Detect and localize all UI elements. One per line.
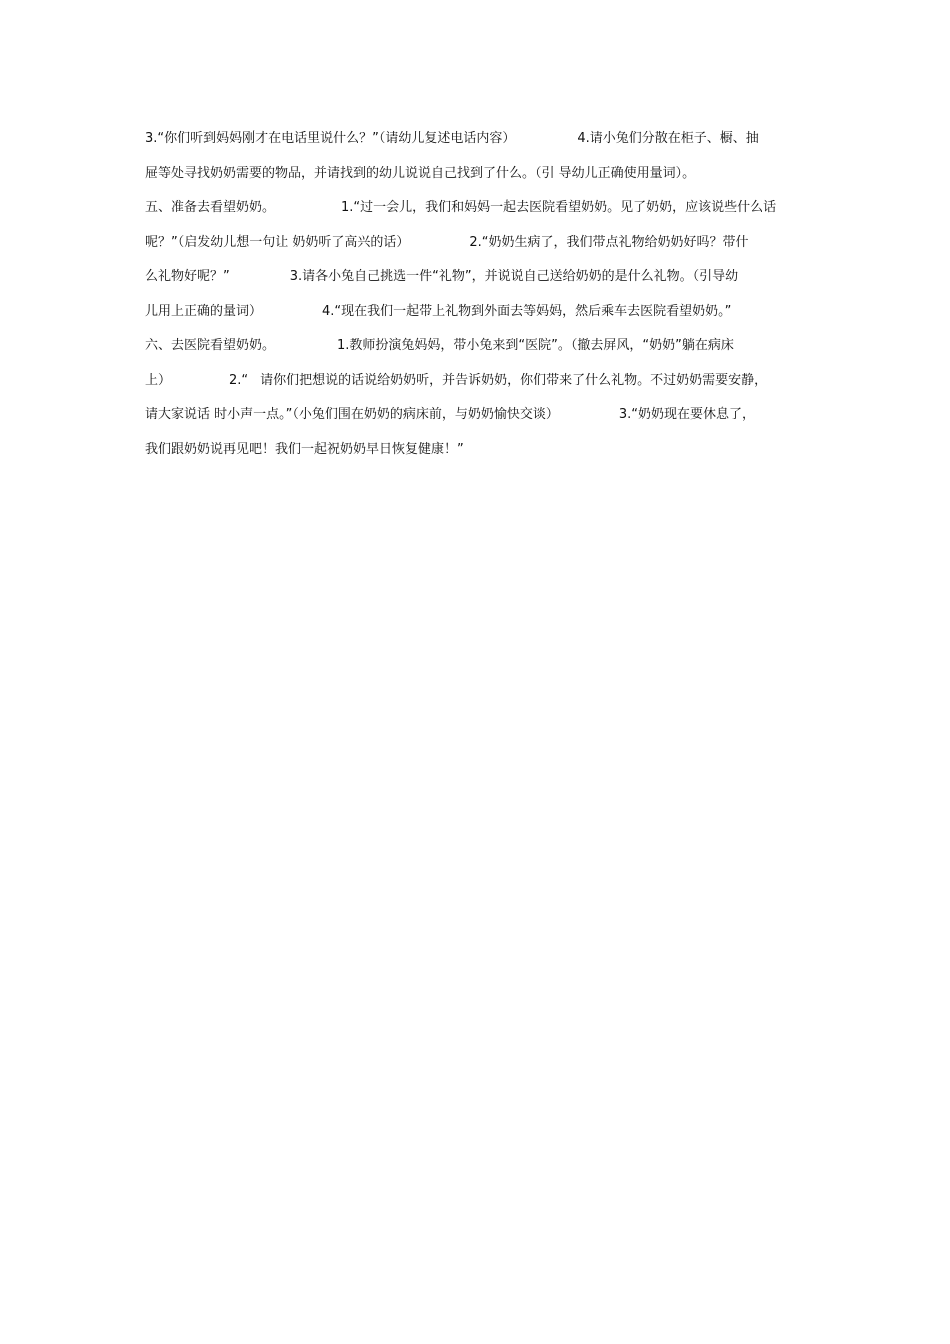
text-segment: 4.“现在我们一起带上礼物到外面去等妈妈，然后乘车去医院看望奶奶。” [322,303,732,319]
text-segment: 3.“奶奶现在要休息了， [618,407,756,422]
text-segment: 2.“奶奶生病了，我们带点礼物给奶奶好吗？带什 [469,234,749,250]
text-segment: 2.“ [229,372,249,388]
text-line [145,295,807,330]
text-segment: 1.教师扮演兔妈妈，带小兔来到“医院”。（撤去屏风，“奶奶”躺在病床 [337,338,734,353]
text-segment: 上） [145,372,172,388]
text-line [145,157,807,192]
text-segment: 呢？”（启发幼儿想一句让 奶奶听了高兴的话） [145,234,410,250]
text-line [145,122,807,157]
text-line [145,364,807,399]
text-segment: 儿用上正确的量词） [145,303,263,319]
text-segment: 请大家说话 时小声一点。”（小兔们围在奶奶的病床前，与奶奶愉快交谈） [145,407,559,422]
text-segment: 3.“你们听到妈妈刚才在电话里说什么？”（请幼儿复述电话内容） [145,131,516,146]
text-line [145,398,807,433]
text-line [145,260,807,295]
text-segment: 3.请各小兔自己挑选一件“礼物”，并说说自己送给奶奶的是什么礼物。（引导幼 [289,269,739,284]
text-segment: 我们跟奶奶说再见吧！我们一起祝奶奶早日恢复健康！” [145,441,464,457]
text-line [145,329,807,364]
text-line [145,191,807,226]
text-segment: 1.“过一会儿，我们和妈妈一起去医院看望奶奶。见了奶奶，应该说些什么话 [341,200,777,215]
text-segment: 屉等处寻找奶奶需要的物品，并请找到的幼儿说说自己找到了什么。（引 导幼儿正确使用量词）。 [145,165,696,181]
text-segment: 请你们把想说的话说给奶奶听，并告诉奶奶，你们带来了什么礼物。不过奶奶需要安静， [260,372,768,388]
text-segment: 么礼物好呢？” [145,269,230,284]
text-segment: 六、去医院看望奶奶。 [145,338,276,353]
text-segment: 4.请小兔们分散在柜子、橱、抽 [577,131,759,146]
text-line [145,433,807,468]
text-segment: 五、准备去看望奶奶。 [145,200,276,215]
document-body [145,122,807,467]
text-line [145,226,807,261]
